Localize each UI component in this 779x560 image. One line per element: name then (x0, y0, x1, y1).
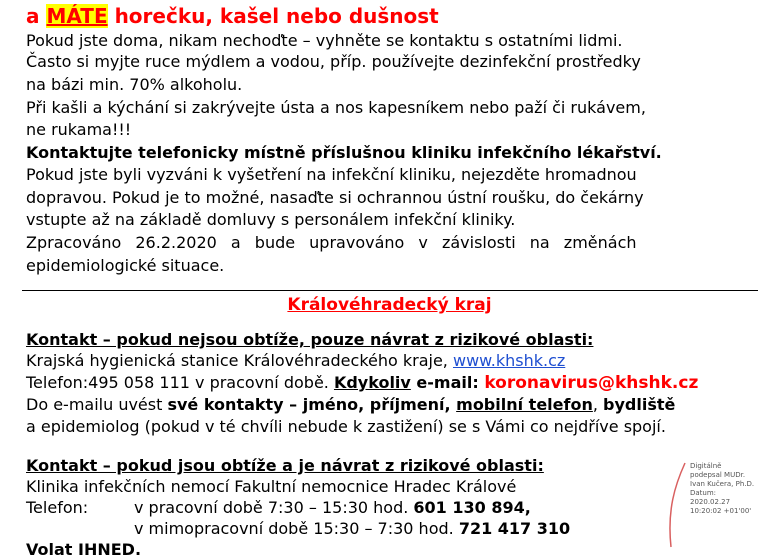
para1-line5: ne rukama!!! (26, 120, 132, 139)
contact1-phone-line (26, 372, 698, 394)
contact2-phone-label: Telefon: (26, 498, 89, 517)
signature-line3: Ivan Kučera, Ph.D. (690, 480, 755, 488)
para2-line4-text: Zpracováno 26.2.2020 a bude upravováno v závislosti na změnách (26, 233, 637, 252)
contact1-org-line (26, 350, 565, 371)
contact1-line3-b: své kontakty – jméno, příjmení, (167, 395, 457, 414)
para2-bold: Kontaktujte telefonicky místně příslušnou kliniku infekčního lékařství. (26, 143, 662, 162)
contact1-anytime: Kdykoliv (333, 373, 411, 392)
signature-line2: podepsal MUDr. (690, 471, 746, 479)
section-divider (22, 290, 758, 291)
para2-line1: Pokud jste byli vyzváni k vyšetření na infekční kliniku, nejezděte hromadnou (26, 165, 637, 184)
signature-line1: Digitálně (690, 462, 722, 470)
contact1-line3 (26, 394, 675, 415)
contact2-clinic: Klinika infekčních nemocí Fakultní nemocnice Hradec Králové (26, 477, 517, 496)
heading-highlight: MÁTE (46, 4, 108, 28)
contact1-line3-a: Do e-mailu uvést (26, 395, 168, 414)
signature-line4: Datum: (690, 489, 717, 497)
khshk-website-link[interactable]: www.khshk.cz (452, 351, 566, 370)
contact2-phone-line2 (26, 518, 570, 539)
contact2-off-number[interactable]: 721 417 310 (458, 519, 571, 538)
signature-line6: 10:20:02 +01'00' (690, 507, 752, 515)
contact1-email-label: e-mail: (410, 373, 485, 392)
contact1-heading: Kontakt – pokud nejsou obtíže, pouze návrat z rizikové oblasti: (26, 330, 594, 349)
contact2-working-hours: v pracovní době 7:30 – 15:30 hod. (134, 498, 414, 517)
para1-line2: Často si myjte ruce mýdlem a vodou, příp. používejte dezinfekční prostředky (26, 52, 641, 71)
para1-line4: Při kašli a kýchání si zakrývejte ústa a nos kapesníkem nebo paží či rukávem, (26, 98, 646, 117)
digital-signature (690, 462, 776, 516)
signature-line5: 2020.02.27 (690, 498, 731, 506)
contact1-line3-d: , (592, 395, 604, 414)
contact1-line3-c: mobilní telefon (456, 395, 593, 414)
para1-line1: Pokud jste doma, nikam nechoďte – vyhněte se kontaktu s ostatními lidmi. (26, 31, 623, 50)
contact1-email[interactable]: koronavirus@khshk.cz (484, 373, 699, 393)
contact1-phone: Telefon:495 058 111 v pracovní době. (26, 373, 334, 392)
contact2-call-now: Volat IHNED. (26, 540, 142, 559)
contact2-off-hours: v mimopracovní době 15:30 – 7:30 hod. (134, 519, 459, 538)
heading-prefix: a (26, 4, 47, 28)
contact2-phone-line1 (26, 497, 531, 518)
contact1-org: Krajská hygienická stanice Královéhradeckého kraje, (26, 351, 453, 370)
para2-line5: epidemiologické situace. (26, 256, 225, 275)
page-heading (26, 3, 439, 29)
contact2-working-number[interactable]: 601 130 894, (413, 498, 531, 517)
contact2-heading: Kontakt – pokud jsou obtíže a je návrat z rizikové oblasti: (26, 456, 544, 475)
para2-line4 (26, 232, 748, 253)
para1-line3: na bázi min. 70% alkoholu. (26, 75, 243, 94)
contact1-line4: a epidemiolog (pokud v té chvíli nebude k zastižení) se s Vámi co nejdříve spojí. (26, 417, 666, 436)
region-title: Královéhradecký kraj (287, 295, 492, 315)
contact1-line3-e: bydliště (603, 395, 676, 414)
heading-rest: horečku, kašel nebo dušnost (107, 4, 439, 28)
para2-line3: vstupte až na základě domluvy s personálem infekční kliniky. (26, 210, 516, 229)
para2-line2: dopravou. Pokud je to možné, nasaďte si ochrannou ústní roušku, do čekárny (26, 188, 644, 207)
